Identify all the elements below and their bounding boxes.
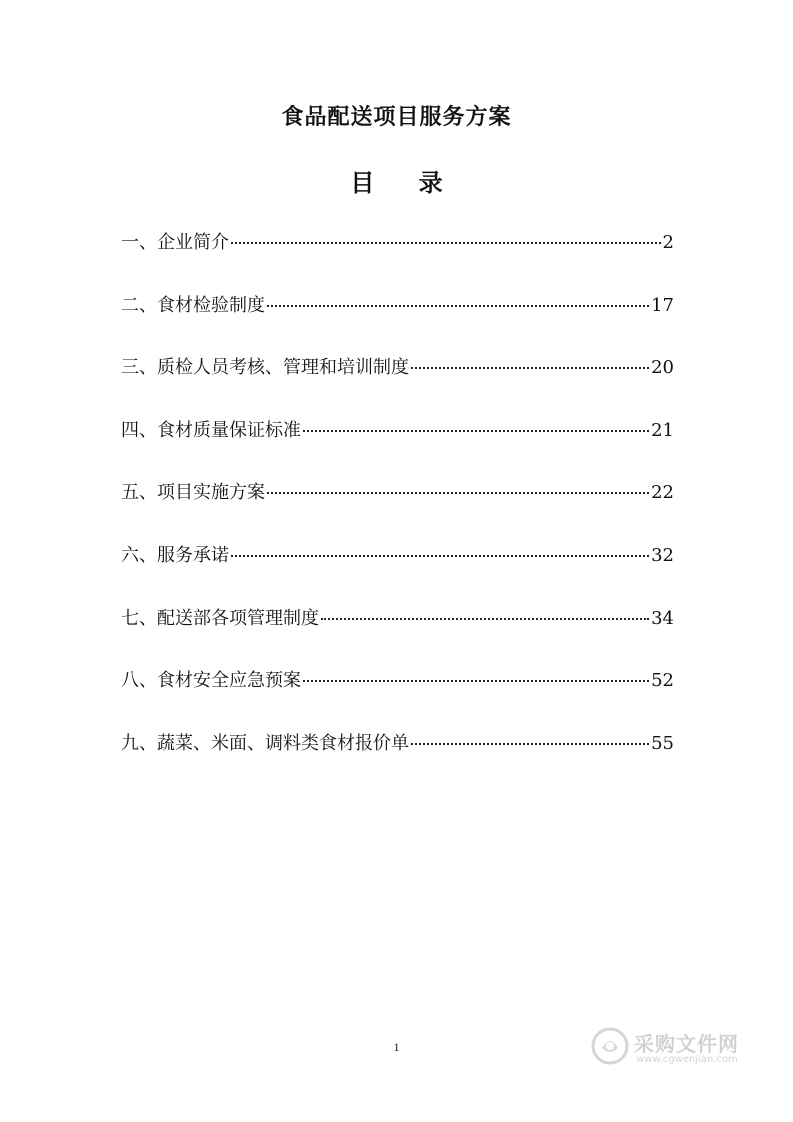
toc-page-number: 55 <box>651 732 674 754</box>
toc-label: 食材质量保证标准 <box>157 419 301 441</box>
toc-entry[interactable] <box>121 478 674 541</box>
dot-leader <box>231 555 649 557</box>
toc-page-number: 52 <box>651 670 674 692</box>
dot-leader <box>411 367 649 369</box>
dot-leader <box>321 618 649 620</box>
toc-page-number: 32 <box>651 544 674 566</box>
toc-label: 食材安全应急预案 <box>157 670 301 692</box>
toc-entry[interactable] <box>121 416 674 479</box>
toc-label: 质检人员考核、管理和培训制度 <box>157 357 409 379</box>
logo-icon <box>590 1026 630 1066</box>
toc-label: 项目实施方案 <box>157 482 265 504</box>
watermark-text: 采购文件网 <box>634 1032 739 1056</box>
toc-entry[interactable] <box>121 666 674 729</box>
toc-number: 九、 <box>121 732 157 754</box>
dot-leader <box>411 743 649 745</box>
toc-page-number: 20 <box>651 357 674 379</box>
toc-label: 蔬菜、米面、调料类食材报价单 <box>157 732 409 754</box>
dot-leader <box>303 680 649 682</box>
toc-entry[interactable] <box>121 541 674 604</box>
toc-label: 配送部各项管理制度 <box>157 607 319 629</box>
toc-number: 五、 <box>121 482 157 504</box>
toc-number: 六、 <box>121 544 157 566</box>
toc-label: 企业简介 <box>157 232 229 253</box>
dot-leader <box>267 305 649 307</box>
toc-entry[interactable] <box>121 729 674 792</box>
dot-leader <box>267 492 649 494</box>
toc-page-number: 21 <box>651 419 674 441</box>
toc-entry[interactable] <box>121 228 674 291</box>
toc-number: 八、 <box>121 670 157 692</box>
toc-entry[interactable] <box>121 604 674 667</box>
document-title: 食品配送项目服务方案 <box>281 105 512 130</box>
toc-number: 七、 <box>121 607 157 629</box>
dot-leader <box>303 430 649 432</box>
watermark <box>590 1024 760 1074</box>
toc-heading: 目 录 <box>350 169 461 197</box>
watermark-url: www.cgwenjian.com <box>636 1054 738 1065</box>
toc-page-number: 17 <box>651 294 674 316</box>
page-number: 1 <box>393 1040 400 1054</box>
toc-entry[interactable] <box>121 291 674 354</box>
toc-label: 服务承诺 <box>157 544 229 566</box>
toc-page-number: 34 <box>651 607 674 629</box>
toc-page-number: 2 <box>662 232 674 253</box>
toc-number: 一、 <box>121 232 157 253</box>
toc-entry[interactable] <box>121 353 674 416</box>
toc-page-number: 22 <box>651 482 674 504</box>
toc-number: 三、 <box>121 357 157 379</box>
toc-label: 食材检验制度 <box>157 294 265 316</box>
toc-number: 四、 <box>121 419 157 441</box>
dot-leader <box>231 242 661 244</box>
table-of-contents <box>121 228 674 791</box>
toc-number: 二、 <box>121 294 157 316</box>
